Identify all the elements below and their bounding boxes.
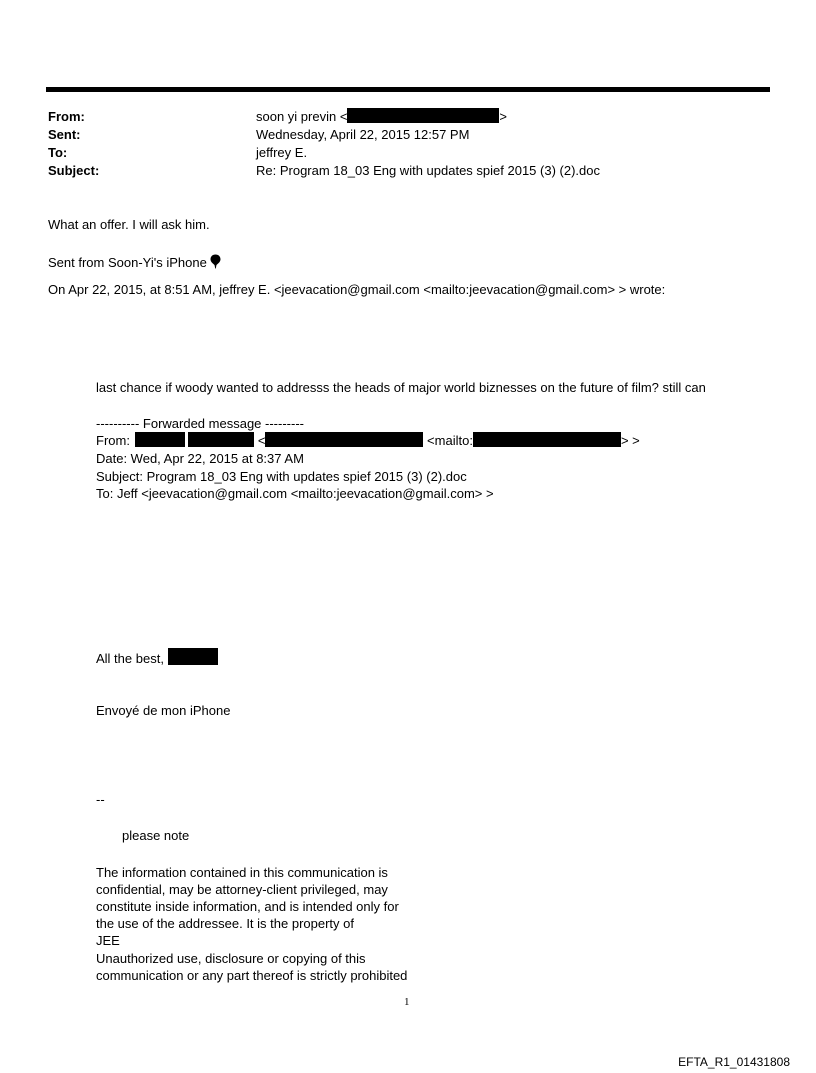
disclaimer-line: Unauthorized use, disclosure or copying of this — [96, 951, 366, 966]
from-close: > — [499, 109, 508, 124]
disclaimer-line: the use of the addressee. It is the property of — [96, 916, 354, 931]
reply-text: What an offer. I will ask him. — [48, 217, 210, 232]
redacted-first-name — [135, 432, 185, 447]
disclaimer-line: JEE — [96, 933, 120, 948]
signature-dashes: -- — [96, 792, 105, 807]
disclaimer-line: confidential, may be attorney-client privileged, may — [96, 882, 388, 897]
forward-from-lt: < — [257, 433, 266, 448]
closing-text: All the best, — [96, 651, 164, 666]
redacted-mailto-email — [473, 432, 621, 447]
disclaimer-heading: please note — [122, 828, 190, 843]
subject-value: Re: Program 18_03 Eng with updates spief 2015 (3) (2).doc — [256, 163, 600, 178]
quoted-message: last chance if woody wanted to addresss the heads of major world biznesses on the future of film? still can — [96, 380, 706, 395]
forward-from-mailto: <mailto: — [427, 433, 473, 448]
redacted-last-name — [188, 432, 254, 447]
page-number: 1 — [404, 996, 410, 1008]
signature-text: Sent from Soon-Yi's iPhone — [48, 255, 207, 270]
redacted-forward-email — [265, 432, 423, 447]
disclaimer-line: The information contained in this communication is — [96, 865, 388, 880]
forward-from-close: > > — [620, 433, 640, 448]
subject-label: Subject: — [48, 163, 100, 178]
to-value: jeffrey E. — [256, 145, 308, 160]
disclaimer-line: constitute inside information, and is intended only for — [96, 899, 399, 914]
sent-label: Sent: — [48, 127, 81, 142]
quote-intro: On Apr 22, 2015, at 8:51 AM, jeffrey E. <jeevacation@gmail.com <mailto:jeevacation@gmail.com> > wrote: — [48, 282, 666, 297]
from-name: soon yi previn < — [256, 109, 348, 124]
redacted-sender-name — [168, 648, 218, 665]
disclaimer-line: communication or any part thereof is strictly prohibited — [96, 968, 408, 983]
to-label: To: — [48, 145, 68, 160]
header-rule — [46, 87, 770, 92]
document-id: EFTA_R1_01431808 — [678, 1055, 790, 1069]
from-value — [256, 108, 507, 125]
sent-from-iphone: Envoyé de mon iPhone — [96, 703, 231, 718]
forward-from-label: From: — [96, 433, 130, 448]
redacted-email — [347, 108, 499, 123]
closing-line — [96, 648, 218, 667]
from-label: From: — [48, 109, 85, 124]
forward-date: Date: Wed, Apr 22, 2015 at 8:37 AM — [96, 451, 304, 466]
sent-value: Wednesday, April 22, 2015 12:57 PM — [256, 127, 470, 142]
forward-divider: ---------- Forwarded message --------- — [96, 416, 304, 431]
signature-line — [48, 254, 221, 273]
forward-subject: Subject: Program 18_03 Eng with updates spief 2015 (3) (2).doc — [96, 469, 467, 484]
map-pin-icon — [210, 254, 221, 273]
forward-to: To: Jeff <jeevacation@gmail.com <mailto:jeevacation@gmail.com> > — [96, 486, 494, 501]
forward-from-line — [96, 432, 640, 449]
